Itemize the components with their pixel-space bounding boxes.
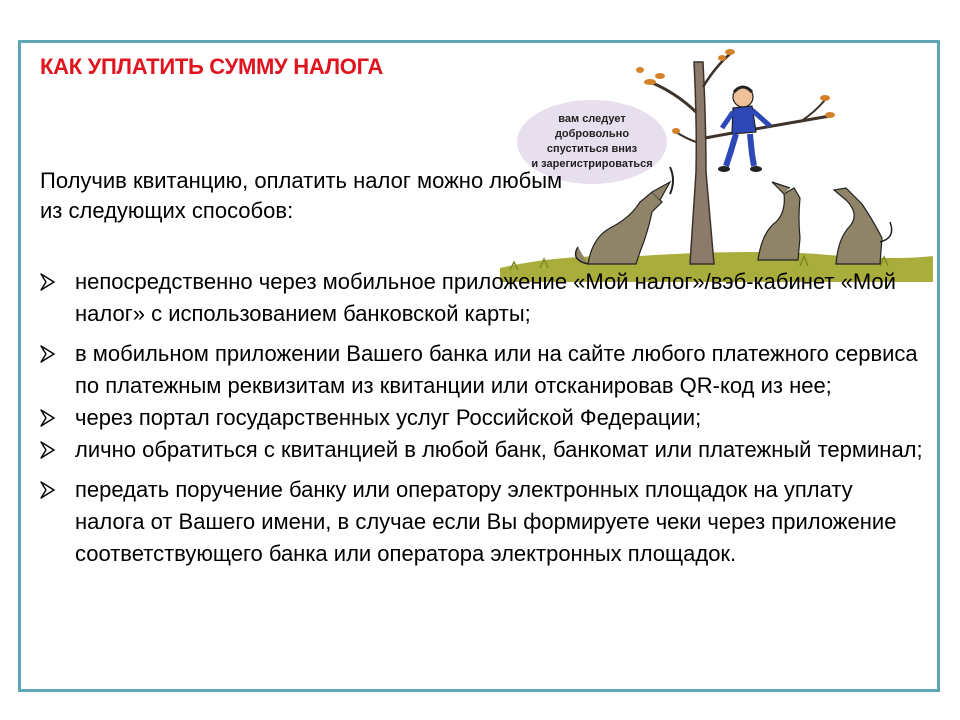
wolf-left (576, 182, 670, 264)
arrowhead-bullet-icon (40, 409, 55, 427)
tree (636, 49, 835, 264)
svg-text:вам следует (558, 113, 626, 125)
arrowhead-bullet-icon (40, 273, 55, 291)
list-item (40, 338, 925, 402)
list-item (40, 474, 925, 570)
bubble-line-1: вам следует (558, 113, 626, 125)
svg-text:спуститься вниз (547, 143, 638, 155)
payment-methods-list (40, 266, 925, 570)
method-text: через портал государственных услуг Российской Федерации; (75, 405, 702, 430)
list-item (40, 266, 925, 330)
bubble-line-4: и зарегистрироваться (531, 158, 653, 170)
cartoon-illustration (500, 42, 933, 282)
arrowhead-bullet-icon (40, 345, 55, 363)
method-text: непосредственно через мобильное приложение «Мой налог»/вэб-кабинет «Мой налог» с использованием банковской карты; (75, 269, 896, 326)
slide-title: КАК УПЛАТИТЬ СУММУ НАЛОГА (40, 54, 383, 79)
method-text: передать поручение банку или оператору электронных площадок на уплату налога от Вашего имени, в случае если Вы формируете чеки через приложение соответствующего банка или оператора электронных площадок. (75, 477, 897, 566)
svg-text:добровольно (555, 128, 629, 140)
method-text: лично обратиться с квитанцией в любой банк, банкомат или платежный терминал; (75, 437, 923, 462)
list-item (40, 434, 925, 466)
bubble-line-2: добровольно (554, 128, 630, 140)
wolf-right (834, 188, 892, 264)
arrowhead-bullet-icon (40, 441, 55, 459)
intro-text: Получив квитанцию, оплатить налог можно любым из следующих способов: (40, 168, 563, 223)
bubble-line-3: спуститься вниз (546, 143, 638, 155)
method-text: в мобильном приложении Вашего банка или на сайте любого платежного сервиса по платежным реквизитам из квитанции или отсканировав QR-код из нее; (75, 341, 918, 398)
arrowhead-bullet-icon (40, 481, 55, 499)
wolf-middle (758, 182, 800, 260)
list-item (40, 402, 925, 434)
man-on-branch (718, 87, 770, 172)
